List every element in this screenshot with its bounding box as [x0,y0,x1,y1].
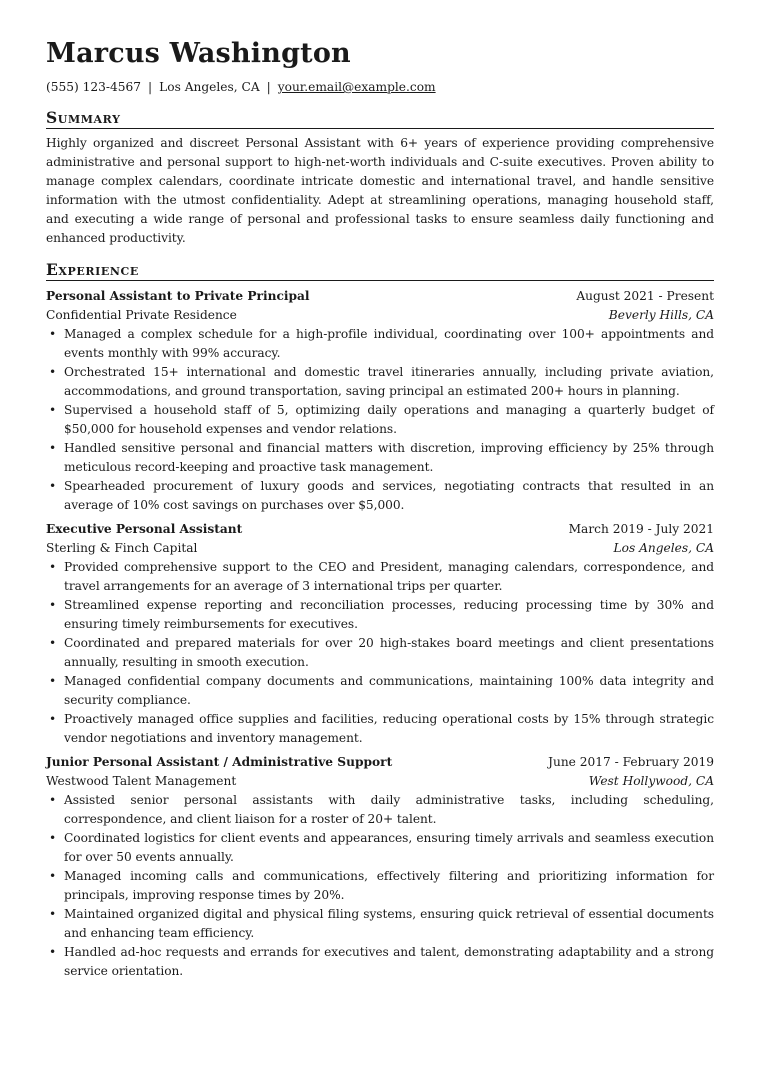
list-item [46,905,714,943]
candidate-name: Marcus Washington [46,38,351,69]
list-item [46,439,714,477]
bullet-icon: • [49,365,57,379]
job-title: Executive Personal Assistant [46,522,243,536]
bullet-icon: • [49,793,57,807]
job-title: Junior Personal Assistant / Administrative Support [46,755,393,769]
bullet-icon: • [49,403,57,417]
bullet-icon: • [49,831,57,845]
job-subheader [46,772,714,791]
company-name: Westwood Talent Management [46,774,237,788]
job-entry [46,753,714,981]
bullet-text: Proactively managed office supplies and facilities, reducing operational costs by 15% through strategic vendor negotiations and inventory management. [64,712,714,745]
job-header [46,287,714,306]
job-entry [46,287,714,515]
contact-separator: | [266,80,271,94]
bullet-text: Streamlined expense reporting and reconciliation processes, reducing processing time by 30% and ensuring timely reimbursements for executives. [64,598,714,631]
job-dates: March 2019 - July 2021 [568,522,714,536]
bullet-icon: • [49,907,57,921]
bullet-text: Provided comprehensive support to the CEO and President, managing calendars, correspondence, and travel arrangements for an average of 3 international trips per quarter. [64,560,714,593]
job-entry [46,520,714,748]
contact-separator: | [148,80,153,94]
job-subheader [46,306,714,325]
list-item [46,829,714,867]
bullet-icon: • [49,636,57,650]
job-location: Los Angeles, CA [613,541,714,555]
bullet-text: Handled sensitive personal and financial matters with discretion, improving efficiency by 25% through meticulous record-keeping and proactive task management. [64,441,714,474]
list-item [46,558,714,596]
list-item [46,634,714,672]
list-item [46,710,714,748]
contact-line [46,79,714,95]
bullet-text: Assisted senior personal assistants with daily administrative tasks, including scheduling, correspondence, and client liaison for a roster of 20+ talent. [64,793,714,826]
bullet-icon: • [49,479,57,493]
bullet-icon: • [49,712,57,726]
summary-text: Highly organized and discreet Personal Assistant with 6+ years of experience providing comprehensive administrative and personal support to high-net-worth individuals and C-suite executives. Proven ability to manage complex calendars, coordinate intricate domestic and international travel, and handle sensitive information with the utmost confidentiality. Adept at streamlining operations, managing household staff, and executing a wide range of personal and professional tasks to ensure seamless daily functioning and enhanced productivity. [46,136,714,245]
bullet-icon: • [49,674,57,688]
job-header [46,753,714,772]
job-location: Beverly Hills, CA [608,308,714,322]
list-item [46,401,714,439]
bullet-text: Orchestrated 15+ international and domestic travel itineraries annually, including private aviation, accommodations, and ground transportation, saving principal an estimated 200+ hours in planning. [64,365,714,398]
bullet-icon: • [49,945,57,959]
bullet-icon: • [49,441,57,455]
bullet-text: Coordinated logistics for client events and appearances, ensuring timely arrivals and seamless execution for over 50 events annually. [64,831,714,864]
email-link[interactable]: your.email@example.com [277,80,436,94]
bullet-text: Managed incoming calls and communications, effectively filtering and prioritizing information for principals, improving response times by 20%. [64,869,714,902]
bullet-text: Coordinated and prepared materials for over 20 high-stakes board meetings and client presentations annually, resulting in smooth execution. [64,636,714,669]
bullet-text: Managed confidential company documents and communications, maintaining 100% data integrity and security compliance. [64,674,714,707]
phone-number: (555) 123-4567 [46,80,142,94]
list-item [46,363,714,401]
bullet-icon: • [49,598,57,612]
list-item [46,943,714,981]
list-item [46,672,714,710]
job-dates: August 2021 - Present [576,289,714,303]
location: Los Angeles, CA [159,80,260,94]
company-name: Sterling & Finch Capital [46,541,198,555]
list-item [46,325,714,363]
job-subheader [46,539,714,558]
list-item [46,867,714,905]
list-item [46,791,714,829]
job-location: West Hollywood, CA [588,774,714,788]
bullet-text: Supervised a household staff of 5, optimizing daily operations and managing a quarterly budget of $50,000 for household expenses and vendor relations. [64,403,714,436]
bullet-text: Managed a complex schedule for a high-profile individual, coordinating over 100+ appointments and events monthly with 99% accuracy. [64,327,714,360]
company-name: Confidential Private Residence [46,308,237,322]
bullet-icon: • [49,560,57,574]
resume-page [46,38,714,981]
job-bullets [46,558,714,748]
bullet-text: Spearheaded procurement of luxury goods and services, negotiating contracts that resulted in an average of 10% cost savings on purchases over $5,000. [64,479,714,512]
bullet-text: Maintained organized digital and physical filing systems, ensuring quick retrieval of essential documents and enhancing team efficiency. [64,907,714,940]
job-title: Personal Assistant to Private Principal [46,289,310,303]
summary-heading: Summary [46,109,714,129]
job-bullets [46,791,714,981]
bullet-text: Handled ad-hoc requests and errands for executives and talent, demonstrating adaptability and a strong service orientation. [64,945,714,978]
bullet-icon: • [49,327,57,341]
job-header [46,520,714,539]
job-dates: June 2017 - February 2019 [548,755,714,769]
job-bullets [46,325,714,515]
experience-heading: Experience [46,261,714,281]
bullet-icon: • [49,869,57,883]
list-item [46,596,714,634]
list-item [46,477,714,515]
